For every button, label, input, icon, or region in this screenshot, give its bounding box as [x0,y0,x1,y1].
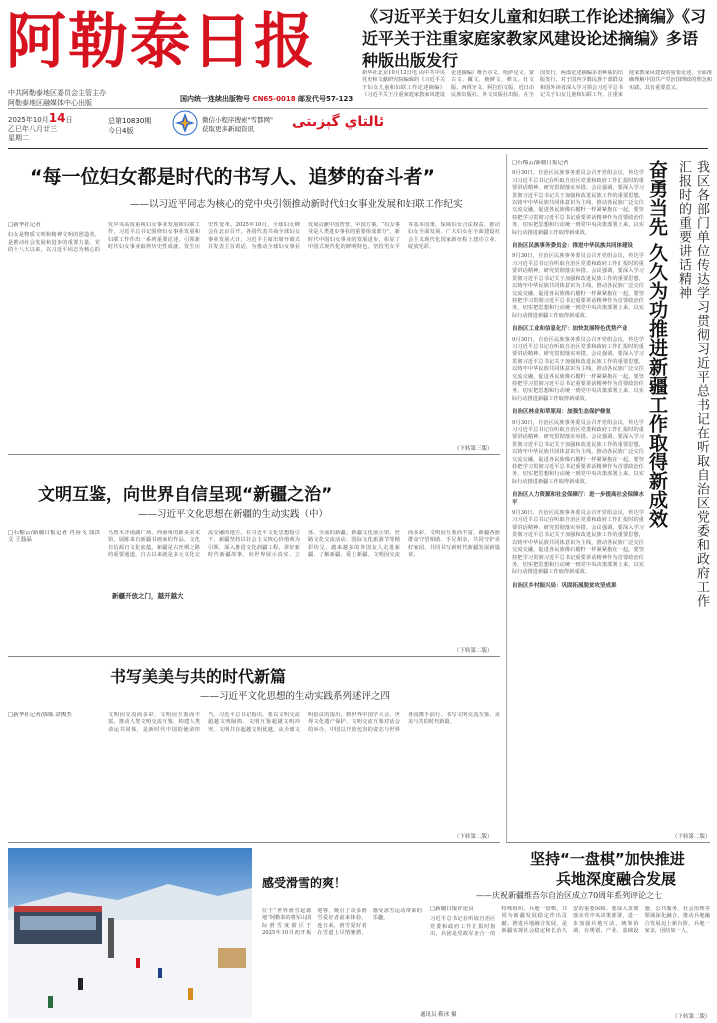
ski-resort-photo [8,848,252,1018]
story2-continued: （下转第二版） [454,648,493,654]
story1-body [8,222,500,444]
mini-line-1: 微信小程序搜索"雪都网" [202,116,273,124]
story4-section-3: 自治区林业和草原局：加强生态保护修复 [512,409,612,416]
story4-section-5: 自治区乡村振兴局：巩固拓展脱贫攻坚成果 [512,582,617,589]
story4-text-e: 9月30日，自治区民族事务委员会召开党组会议，传达学习习近平总书记在听取自治区党委和政府工作汇报时的重要讲话精神，研究贯彻落实举措。会议强调，要深入学习贯彻习近平总书记关于加强和改进民族工作的重要思想，以铸牢中华民族共同体意识为主线，推动各民族广泛交往交流交融，促进各民族像石榴籽一样紧紧抱在一起。要坚持把学习贯彻习近平总书记重要讲话精神作为首要政治任务，切实把思想和行动统一到党中央决策部署上来，以实际行动推进新疆工作取得新成效。 [512,510,644,576]
story1-subhead: ——以习近平同志为核心的党中央引领推动新时代妇女事业发展和妇联工作纪实 [130,199,463,210]
story4-tag: □石榴云/新疆日报记者 [512,160,569,166]
cn-label: 国内统一连续出版物号 [180,95,250,103]
uyghur-title: ئالتاي گېزىتى [292,114,385,130]
story5-headline: 坚持“一盘棋”加快推进 [530,850,685,868]
story3-text: 文明因交流而多彩，文明因互鉴而丰富。推动人类文明交流互鉴，构建人类命运共同体，是新时代中国的使命担当。习近平总书记指出，要以文明交流超越文明隔阂、文明互鉴超越文明冲突、文明共存超越文明优越。从全球文明倡议的提出，到世界中国学大会、世界文化遗产保护、文明交流互鉴对话会的举办，中国以开放包容的姿态与世界各国携手前行，书写文明交流互鉴、美美与共的时代新篇。 [108,712,500,733]
cn-number: CN65-0018 [252,95,296,103]
story4-continued: （下转第二版） [672,834,711,840]
story1-bottom-rule [8,454,500,455]
story2-body [8,530,500,638]
date-day: 14 [48,111,66,125]
story2-mid-head: 新疆开放之门，越开越大 [112,592,184,600]
story1-byline: □新华社记者 [8,222,41,228]
story4-body [512,160,644,836]
story2-text: 乌鲁木齐南湖广场，西南角的新美美术馆，展陈来自新疆书画家的作品。文化自信源自文化底蕴。新疆是古丝绸之路的重要通道，自古以来就是多元文化交流交融的地方。在习近平文化思想指引下，新疆坚持以社会主义核心价值观为引领，深入推进文化润疆工程，讲好新时代新疆故事，向世界展示真实、立体、全面的新疆。新疆文化展示馆、丝路文化交流活动、国际文化旅游节等精彩纷呈，越来越多的外国友人走进新疆、了解新疆、爱上新疆。文明因交流而多彩，文明因互鉴而丰富。新疆各族群众守望相助、手足相亲，共同守护美好家园，共同书写新时代新疆发展新篇章。 [108,530,500,559]
story4-title: 奋勇当先 久久为功推进新疆工作取得新成效 [646,160,668,528]
story4-text-c: 9月30日，自治区民族事务委员会召开党组会议，传达学习习近平总书记在听取自治区党委和政府工作汇报时的重要讲话精神，研究贯彻落实举措。会议强调，要深入学习贯彻习近平总书记关于加强和改进民族工作的重要思想，以铸牢中华民族共同体意识为主线，推动各民族广泛交往交流交融，促进各民族像石榴籽一样紧紧抱在一起。要坚持把学习贯彻习近平总书记重要讲话精神作为首要政治任务，切实把思想和行动统一到党中央决策部署上来，以实际行动推进新疆工作取得新成效。 [512,336,644,402]
story2-subhead: ——习近平文化思想在新疆的生动实践（中） [138,509,329,520]
top-story-headline: 《习近平关于妇女儿童和妇联工作论述摘编》《习近平关于注重家庭家教家风建设论述摘编》多语种版出版发行 [362,7,707,70]
date-year-month: 2025年10月 [8,116,49,124]
mini-program-promo [202,116,273,134]
story3-byline: □新华社记者/那威 余俊杰 [8,712,72,718]
story3-bottom-rule [8,842,500,843]
story1-text: 妇女是物质文明和精神文明的创造者，是推动社会发展和进步的重要力量。党的十八大以来，以习近平同志为核心的党中央高度重视妇女事业发展和妇联工作，习近平总书记围绕妇女事业发展和妇联工作作出一系列重要论述，引领新时代妇女事业取得历史性成就、发生历史性变革。2025年10月，全球妇女峰会在北京召开，各国代表共商全球妇女事业发展大计，习近平主席出席开幕式并发表主旨讲话，为推动全球妇女事业发展贡献中国智慧、中国方案。“妇女事业是人类进步事业的重要组成部分”，新时代中国妇女事业的发展进步，彰显了中国式现代化的鲜明特色。坚持男女平等基本国策，保障妇女合法权益，推动妇女全面发展，广大妇女在全面建设社会主义现代化国家新征程上建功立业、绽放光彩。 [8,222,500,254]
story2-headline: 文明互鉴，向世界自信呈现“新疆之治” [38,485,333,505]
publisher-line-1: 中共阿勒泰地区委员会主管主办 [8,89,106,97]
story4-text-a: 9月30日，自治区民族事务委员会召开党组会议，传达学习习近平总书记在听取自治区党委和政府工作汇报时的重要讲话精神，研究贯彻落实举措。会议强调，要深入学习贯彻习近平总书记关于加强和改进民族工作的重要思想，以铸牢中华民族共同体意识为主线，推动各民族广泛交往交流交融，促进各民族像石榴籽一样紧紧抱在一起。要坚持把学习贯彻习近平总书记重要讲话精神作为首要政治任务，切实把思想和行动统一到党中央决策部署上来，以实际行动推进新疆工作取得新成效。 [512,170,644,236]
story5-text: 习近平总书记在听取自治区党委和政府工作汇报时指出，兵团是党政军企合一的特殊组织，兵地一盘棋，共同为新疆发展稳定作出贡献。推进兵地融合发展，是新疆实现社会稳定和长治久安的重要保障。要深入贯彻落实党中央决策部署，进一步加强兵地互动、统筹协调，在规划、产业、基础设施、公共服务、社会治理等领域深化融合，推动兵地融合发展迈上新台阶。兵地一家亲，团结如一人。 [430,906,710,938]
story2-bottom-rule [8,656,500,657]
story5-headline-2: 兵地深度融合发展 [556,870,677,888]
masthead-bottom-rule [8,148,708,149]
story3-subhead: ——习近平文化思想的生动实践系列述评之四 [200,691,391,702]
issue-date [8,111,73,143]
story4-side-title: 我区各部门单位传达学习贯彻习近平总书记在听取自治区党委和政府工作汇报时的重要讲话精神 [676,160,709,608]
story3-continued: （下转第二版） [454,834,493,840]
photo-credit: 通讯员 靳冰 摄 [420,1012,457,1018]
story4-section-2: 自治区工业和信息化厅：加快发展特色优势产业 [512,326,628,333]
mini-line-2: 获取更多新闻资讯 [202,125,254,133]
newspaper-title: 阿勒泰日报 [6,7,316,77]
story5-continued: （下转第二版） [672,1014,711,1020]
story4-section-1: 自治区民族事务委员会：推进中华民族共同体建设 [512,243,634,250]
story3-headline: 书写美美与共的时代新篇 [110,667,287,686]
date-lunar: 乙巳年八月廿三 [8,125,57,133]
story5-byline: □新疆日报评论员 [430,906,474,912]
story5-body [430,906,710,1010]
top-story-body: 新华社北京10月12日电 由中共中央党史和文献研究院编辑的《习近平关于妇女儿童和妇联工作论述摘编》《习近平关于注重家庭家教家风建设论述摘编》维吾尔文、哈萨克文、蒙古文、藏文、朝鲜文、彝文、壮文版，西班牙文、阿拉伯文版，近日由民族出版社、外文出版社出版，在全国发行。两部论述摘编多语种版的出版发行，对于国内少数民族干部群众和国外读者深入学习领会习近平总书记关于妇女儿童和妇联工作、注重家庭家教家风建设的重要论述，全面准确理解中国共产党治国理政的理念和实践，具有重要意义。 [362,70,712,99]
story1-headline: “每一位妇女都是时代的书写人、追梦的奋斗者” [30,166,435,188]
post-code: 邮发代号57-123 [298,95,354,103]
story5-subhead: ——庆祝新疆维吾尔自治区成立70周年系列评论之七 [476,891,663,900]
date-day-suffix: 日 [65,116,73,124]
right-column-rule [506,154,507,842]
publisher-line-2: 阿勒泰地区融媒体中心出版 [8,99,92,107]
issue-info [108,116,151,136]
issue-pages: 今日4版 [108,127,134,135]
story2-byline: □石榴云/新疆日报记者 肖春飞 钱洪文 王磊晶 [8,530,100,544]
publisher-info [8,88,106,108]
issue-total: 总第10830期 [108,117,152,125]
date-weekday: 星期二 [8,134,29,142]
photo-caption: 感受滑雪的爽！ [262,876,347,890]
photo-text: 位于“世界滑雪起源地”阿勒泰的将军山国际滑雪度假区于2025年10月初开板迎客，吸引了众多滑雪爱好者前来体验。连日来，滑雪爱好者在雪道上尽情驰骋，感受冰雪运动带来的乐趣。 [262,908,422,937]
story4-bottom-rule [506,842,710,843]
story4-text-d: 9月30日，自治区民族事务委员会召开党组会议，传达学习习近平总书记在听取自治区党委和政府工作汇报时的重要讲话精神，研究贯彻落实举措。会议强调，要深入学习贯彻习近平总书记关于加强和改进民族工作的重要思想，以铸牢中华民族共同体意识为主线，推动各民族广泛交往交流交融，促进各民族像石榴籽一样紧紧抱在一起。要坚持把学习贯彻习近平总书记重要讲话精神作为首要政治任务，切实把思想和行动统一到党中央决策部署上来，以实际行动推进新疆工作取得新成效。 [512,419,644,485]
story1-continued: （下转第三版） [454,446,493,452]
mini-program-logo-icon [172,110,198,136]
story4-text-b: 9月30日，自治区民族事务委员会召开党组会议，传达学习习近平总书记在听取自治区党委和政府工作汇报时的重要讲话精神，研究贯彻落实举措。会议强调，要深入学习贯彻习近平总书记关于加强和改进民族工作的重要思想，以铸牢中华民族共同体意识为主线，推动各民族广泛交往交流交融，促进各民族像石榴籽一样紧紧抱在一起。要坚持把学习贯彻习近平总书记重要讲话精神作为首要政治任务，切实把思想和行动统一到党中央决策部署上来，以实际行动推进新疆工作取得新成效。 [512,253,644,319]
story4-section-4: 自治区人力资源和社会保障厅：进一步提高社会保障水平 [512,492,644,506]
publication-number [180,94,353,104]
story3-body [8,712,500,836]
